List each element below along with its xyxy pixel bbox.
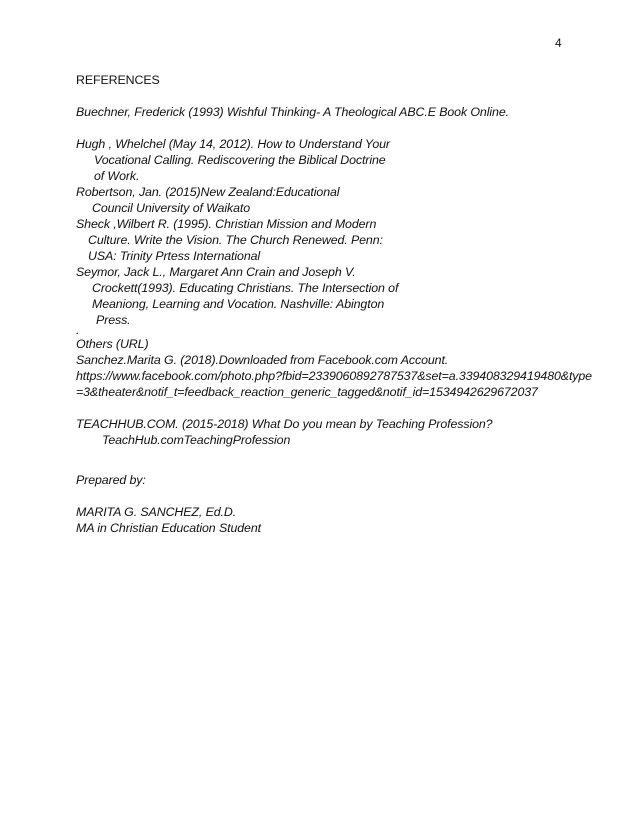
separator-dot: . xyxy=(76,323,80,337)
reference-sheck-line-1: Sheck ,Wilbert R. (1995). Christian Mission and Modern xyxy=(76,217,377,231)
reference-seymor-line-2: Crockett(1993). Educating Christians. The Intersection of xyxy=(92,281,399,295)
others-teachhub-line-2: TeachHub.comTeachingProfession xyxy=(102,433,291,447)
others-sanchez-url-line-1: https://www.facebook.com/photo.php?fbid=2339060892787537&set=a.339408329419480&type xyxy=(76,369,592,383)
reference-hugh-line-3: of Work. xyxy=(94,169,140,183)
reference-buechner: Buechner, Frederick (1993) Wishful Thinking- A Theological ABC.E Book Online. xyxy=(76,105,509,119)
reference-hugh-line-1: Hugh , Whelchel (May 14, 2012). How to Understand Your xyxy=(76,137,390,151)
author-name: MARITA G. SANCHEZ, Ed.D. xyxy=(76,505,237,519)
references-heading: REFERENCES xyxy=(76,73,160,87)
reference-seymor-line-3: Meaniong, Learning and Vocation. Nashville: Abington xyxy=(92,297,385,311)
others-label: Others (URL) xyxy=(76,337,149,351)
reference-robertson-line-1: Robertson, Jan. (2015)New Zealand:Educational xyxy=(76,185,340,199)
reference-sheck-line-3: USA: Trinity Prtess International xyxy=(88,249,261,263)
others-sanchez-line-1: Sanchez.Marita G. (2018).Downloaded from Facebook.com Account. xyxy=(76,353,449,367)
reference-seymor-line-1: Seymor, Jack L., Margaret Ann Crain and Joseph V. xyxy=(76,265,356,279)
others-teachhub-line-1: TEACHHUB.COM. (2015-2018) What Do you mean by Teaching Profession? xyxy=(76,417,493,431)
reference-seymor-line-4: Press. xyxy=(96,313,131,327)
reference-robertson-line-2: Council University of Waikato xyxy=(92,201,251,215)
reference-sheck-line-2: Culture. Write the Vision. The Church Renewed. Penn: xyxy=(88,233,383,247)
others-sanchez-url-line-2: =3&theater&notif_t=feedback_reaction_generic_tagged&notif_id=1534942629672037 xyxy=(76,385,538,399)
prepared-by-label: Prepared by: xyxy=(76,473,146,487)
reference-hugh-line-2: Vocational Calling. Rediscovering the Biblical Doctrine xyxy=(94,153,386,167)
author-role: MA in Christian Education Student xyxy=(76,521,261,535)
page-number: 4 xyxy=(555,36,562,50)
